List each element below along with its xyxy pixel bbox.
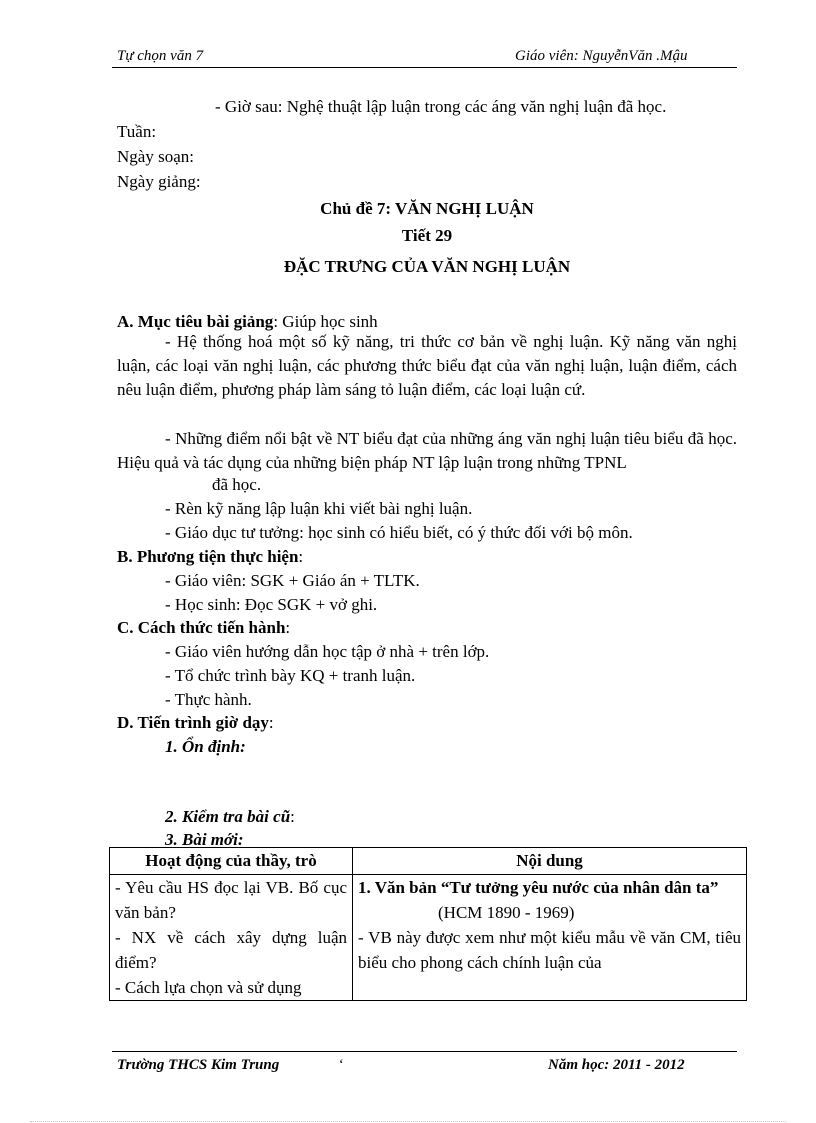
header-subject: Tự chọn văn 7 (117, 48, 204, 64)
footer-rule (112, 1051, 737, 1052)
section-d-heading: D. Tiến trình giờ dạy: (117, 713, 274, 732)
content-text-title: 1. Văn bản “Tư tưởng yêu nước của nhân dân ta” (358, 878, 719, 897)
lesson-title: ĐẶC TRƯNG CỦA VĂN NGHỊ LUẬN (283, 257, 571, 276)
footer-school: Trường THCS Kim Trung (117, 1057, 280, 1073)
table-header-row (110, 848, 747, 875)
activity-line: - Yêu cầu HS đọc lại VB. Bố cục văn bản? (115, 878, 347, 922)
footer-school-year: Năm học: 2011 - 2012 (548, 1057, 685, 1073)
step-review: 2. Kiểm tra bài cũ: (165, 807, 295, 826)
activity-line: - NX về cách xây dựng luận điểm? (115, 928, 347, 972)
header-teacher: Giáo viên: NguyễnVăn .Mậu (515, 48, 688, 64)
next-lesson-note: - Giờ sau: Nghệ thuật lập luận trong các áng văn nghị luận đã học. (215, 97, 667, 116)
step-stabilize: 1. Ổn định: (165, 737, 246, 756)
prep-date-label: Ngày soạn: (117, 147, 194, 166)
section-c-heading: C. Cách thức tiến hành: (117, 618, 291, 637)
header-rule (112, 67, 737, 68)
column-header-activities: Hoạt động của thầy, trò (110, 848, 353, 875)
page-bottom-dotted-line (30, 1121, 786, 1122)
section-d-title: D. Tiến trình giờ dạy (117, 713, 269, 732)
section-c-title: C. Cách thức tiến hành (117, 618, 286, 637)
method-item: - Tổ chức trình bày KQ + tranh luận. (165, 666, 416, 685)
footer-mark: ‘ (338, 1057, 343, 1073)
objective-paragraph-1: - Hệ thống hoá một số kỹ năng, tri thức cơ bản về nghị luận. Kỹ năng văn nghị luận, các loại văn nghị luận, các phương thức biểu đạt của văn nghị luận, luận điểm, cách nêu luận điểm, phương pháp làm sáng tỏ luận điểm, các loại luận cứ. (117, 332, 737, 399)
objective-item-3: - Rèn kỹ năng lập luận khi viết bài nghị luận. (165, 499, 473, 518)
table-row (110, 875, 747, 1001)
objective-item-4: - Giáo dục tư tưởng: học sinh có hiểu biết, có ý thức đối với bộ môn. (165, 523, 633, 542)
step-new-lesson: 3. Bài mới: (165, 830, 244, 849)
content-cell (353, 875, 747, 1001)
means-item: - Giáo viên: SGK + Giáo án + TLTK. (165, 571, 420, 590)
period-title: Tiết 29 (401, 226, 453, 245)
content-paragraph: - VB này được xem như một kiểu mẫu về văn CM, tiêu biểu cho phong cách chính luận của (358, 928, 741, 972)
method-item: - Giáo viên hướng dẫn học tập ở nhà + trên lớp. (165, 642, 490, 661)
week-label: Tuần: (117, 122, 157, 141)
objective-paragraph-2: - Những điểm nổi bật về NT biểu đạt của những áng văn nghị luận tiêu biểu đã học. Hiệu quả và tác dụng của những biện pháp NT lập luận trong những TPNL (117, 429, 737, 472)
column-header-content: Nội dung (353, 848, 747, 875)
objective-paragraph-2-tail: đã học. (212, 475, 262, 494)
method-item: - Thực hành. (165, 690, 252, 709)
content-author-dates: (HCM 1890 - 1969) (438, 903, 575, 922)
lesson-table (109, 847, 747, 1001)
section-b-heading: B. Phương tiện thực hiện: (117, 547, 304, 566)
section-a-subtitle: : Giúp học sinh (273, 312, 378, 331)
step-review-label: 2. Kiểm tra bài cũ (165, 807, 291, 826)
teach-date-label: Ngày giảng: (117, 172, 201, 191)
section-a-title: A. Mục tiêu bài giảng (117, 312, 274, 331)
section-b-title: B. Phương tiện thực hiện (117, 547, 299, 566)
means-item: - Học sinh: Đọc SGK + vở ghi. (165, 595, 378, 614)
activity-line: - Cách lựa chọn và sử dụng (115, 978, 302, 997)
activities-cell (110, 875, 353, 1001)
topic-title: Chủ đề 7: VĂN NGHỊ LUẬN (320, 199, 534, 218)
